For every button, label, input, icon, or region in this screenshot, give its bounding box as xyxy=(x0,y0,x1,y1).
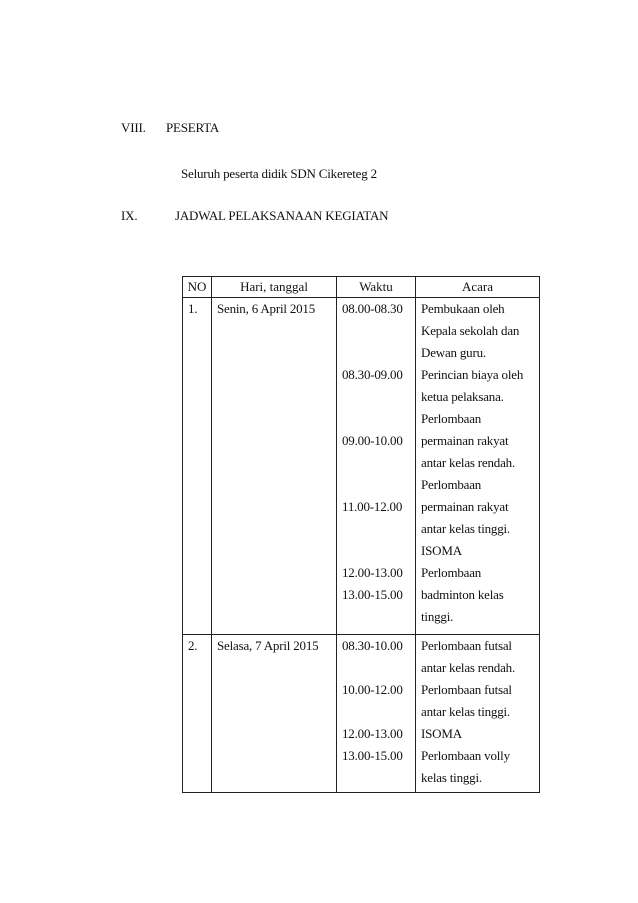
event-line: Perlombaan xyxy=(421,565,482,580)
row-times-cell xyxy=(337,635,416,793)
section-viii-body: Seluruh peserta didik SDN Cikereteg 2 xyxy=(181,166,377,181)
event-line: ISOMA xyxy=(421,726,462,741)
table-header-row xyxy=(183,277,540,298)
row-events-cell xyxy=(416,298,540,635)
time-slot: 08.30-10.00 xyxy=(342,638,403,653)
schedule-table xyxy=(182,276,540,793)
table-row xyxy=(183,635,540,793)
event-line: Pembukaan oleh xyxy=(421,301,505,316)
event-line: Kepala sekolah dan xyxy=(421,323,520,338)
event-line: Perlombaan volly xyxy=(421,748,510,763)
event-line: antar kelas rendah. xyxy=(421,660,516,675)
header-event: Acara xyxy=(416,277,540,298)
event-line: antar kelas rendah. xyxy=(421,455,516,470)
row-date-cell xyxy=(212,298,337,635)
row-date-cell xyxy=(212,635,337,793)
time-slot: 13.00-15.00 xyxy=(342,587,403,602)
section-viii-title: PESERTA xyxy=(166,120,220,135)
event-line: Dewan guru. xyxy=(421,345,486,360)
row-events-cell xyxy=(416,635,540,793)
time-slot: 09.00-10.00 xyxy=(342,433,403,448)
header-date: Hari, tanggal xyxy=(212,277,337,298)
row-date: Selasa, 7 April 2015 xyxy=(217,638,319,653)
section-ix-title: JADWAL PELAKSANAAN KEGIATAN xyxy=(175,208,389,223)
event-line: Perlombaan futsal xyxy=(421,638,512,653)
table-row xyxy=(183,298,540,635)
time-slot: 13.00-15.00 xyxy=(342,748,403,763)
row-no-cell xyxy=(183,298,212,635)
time-slot: 12.00-13.00 xyxy=(342,565,403,580)
header-time: Waktu xyxy=(337,277,416,298)
event-line: tinggi. xyxy=(421,609,454,624)
event-line: permainan rakyat xyxy=(421,433,509,448)
event-line: Perlombaan xyxy=(421,477,482,492)
event-line: ISOMA xyxy=(421,543,462,558)
header-no: NO xyxy=(183,277,212,298)
time-slot: 12.00-13.00 xyxy=(342,726,403,741)
event-line: badminton kelas xyxy=(421,587,504,602)
event-line: Perlombaan futsal xyxy=(421,682,512,697)
event-line: Perincian biaya oleh xyxy=(421,367,524,382)
event-line: antar kelas tinggi. xyxy=(421,704,510,719)
time-slot: 08.00-08.30 xyxy=(342,301,403,316)
row-times-cell xyxy=(337,298,416,635)
event-line: ketua pelaksana. xyxy=(421,389,504,404)
event-line: permainan rakyat xyxy=(421,499,509,514)
event-line: Perlombaan xyxy=(421,411,482,426)
row-no-cell xyxy=(183,635,212,793)
section-viii-number: VIII. xyxy=(121,120,146,135)
section-ix-number: IX. xyxy=(121,208,138,223)
time-slot: 10.00-12.00 xyxy=(342,682,403,697)
time-slot: 11.00-12.00 xyxy=(342,499,403,514)
row-no: 1. xyxy=(188,301,198,316)
row-date: Senin, 6 April 2015 xyxy=(217,301,316,316)
time-slot: 08.30-09.00 xyxy=(342,367,403,382)
event-line: kelas tinggi. xyxy=(421,770,482,785)
event-line: antar kelas tinggi. xyxy=(421,521,510,536)
row-no: 2. xyxy=(188,638,198,653)
